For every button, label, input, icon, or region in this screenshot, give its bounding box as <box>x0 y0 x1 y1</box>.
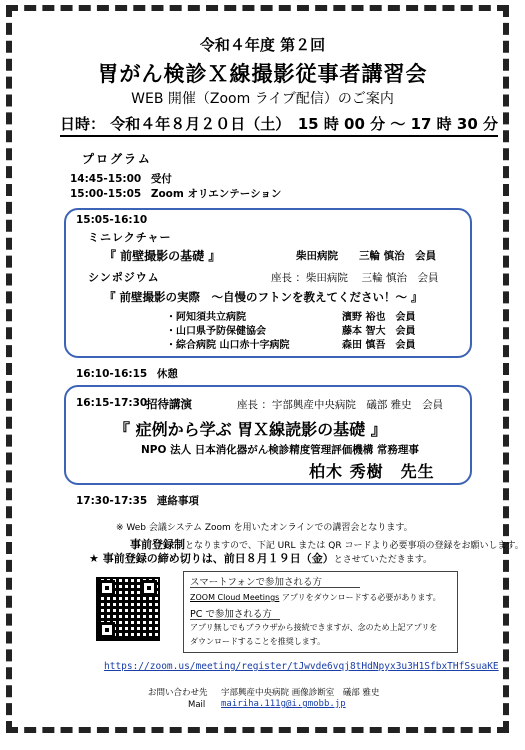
schedule-time: 15:00-15:05 <box>70 188 142 200</box>
panel-hospital: ・山口県予防保健協会 <box>166 326 266 337</box>
event-year-line: 令和４年度 第２回 <box>199 36 326 54</box>
note-deadline <box>89 550 432 566</box>
smartphone-text-line <box>190 592 441 603</box>
session-1-time: 15:05-16:10 <box>76 214 148 226</box>
note-registration-rest: となりますので、下記 URL または QR コードより必要事項の登録をお願いします。 <box>185 541 524 551</box>
schedule-row-2 <box>70 186 281 201</box>
symposium-chair: 座長 ：柴田病院 三輪 慎治 会員 <box>271 272 439 284</box>
note-deadline-bold: ★ 事前登録の締め切りは、前日８月１９日（金） <box>89 552 334 565</box>
speaker-affiliation: NPO 法人 日本消化器がん検診精度管理評価機構 常務理事 <box>141 444 419 456</box>
program-label: プログラム <box>82 152 152 166</box>
note-registration-bold: 事前登録制 <box>130 538 185 551</box>
pc-text-2: ダウンロードすることを推奨します。 <box>190 637 326 646</box>
mini-lecture-label: ミニレクチャー <box>88 231 172 244</box>
symposium-label: シンポジウム <box>88 271 160 284</box>
speaker-name: 柏木 秀樹 先生 <box>309 462 435 481</box>
pc-title-underline <box>190 607 280 620</box>
schedule-label: 受付 <box>150 173 172 185</box>
closing-time: 17:30-17:35 <box>76 495 148 507</box>
qr-finder <box>141 580 157 596</box>
pc-title: PC で参加される方 <box>190 609 272 620</box>
smartphone-title-underline <box>190 575 360 588</box>
note-zoom: ※ Web 会議システム Zoom を用いたオンラインでの講習会となります。 <box>116 523 413 533</box>
panel-person: 藤本 智大 会員 <box>342 326 416 337</box>
closing-row <box>76 493 199 508</box>
contact-label: お問い合わせ先 <box>148 688 208 698</box>
contact-name: 宇部興産中央病院 画像診断室 礒部 雅史 <box>221 688 380 698</box>
break-time: 16:10-16:15 <box>76 368 148 380</box>
event-subtitle: WEB 開催（Zoom ライブ配信）のご案内 <box>131 91 394 107</box>
schedule-row-1 <box>70 171 172 186</box>
smartphone-title: スマートフォンで参加される方 <box>190 577 323 588</box>
break-label: 休憩 <box>156 368 178 380</box>
panel-person: 濱野 裕也 会員 <box>342 312 416 323</box>
break-row <box>76 366 178 381</box>
invited-lecture-label: 招待講演 <box>146 397 192 411</box>
panel-hospital: ・綜合病院 山口赤十字病院 <box>166 340 290 351</box>
session-2-time: 16:15-17:30 <box>76 397 148 409</box>
mail-link[interactable]: mairiha.111g@i.gmobb.jp <box>221 699 346 709</box>
qr-code[interactable] <box>96 577 160 641</box>
qr-finder <box>99 622 115 638</box>
panel-hospital: ・阿知須共立病院 <box>166 312 246 323</box>
registration-url-line <box>104 661 499 672</box>
mail-label: Mail <box>188 700 206 710</box>
page-title: 胃がん検診Ｘ線撮影従事者講習会 <box>97 62 428 86</box>
zoom-app-link[interactable]: ZOOM Cloud Meetings <box>190 593 280 602</box>
pc-text-1: アプリ無しでもブラウザから接続できますが、念のため上記アプリを <box>190 623 438 632</box>
qr-finder <box>99 580 115 596</box>
schedule-label: Zoom オリエンテーション <box>150 188 282 200</box>
note-deadline-rest: とさせていただきます。 <box>333 555 432 565</box>
panel-person: 森田 慎吾 会員 <box>342 340 416 351</box>
event-date: 日時： 令和４年８月２０日（土） 15 時 00 分 〜 17 時 30 分 <box>60 113 498 137</box>
invited-lecture-title: 『 症例から学ぶ 胃Ｘ線読影の基礎 』 <box>114 420 387 439</box>
mail-line <box>221 699 346 709</box>
closing-label: 連絡事項 <box>156 495 199 507</box>
session-2-chair: 座長 ：宇部興産中央病院 礒部 雅史 会員 <box>237 399 444 411</box>
smartphone-text: アプリをダウンロードする必要があります。 <box>279 593 441 602</box>
schedule-time: 14:45-15:00 <box>70 173 142 185</box>
mini-lecture-title: 『 前壁撮影の基礎 』 <box>104 249 221 263</box>
registration-url-link[interactable]: https://zoom.us/meeting/register/tJwvde6vqj8tHdNpyx3u3H1SfbxTHfSsuaKE <box>104 661 499 672</box>
mini-lecture-speaker: 柴田病院 三輪 慎治 会員 <box>296 250 437 262</box>
symposium-title: 『 前壁撮影の実際 ～自慢のフトンを教えてください！～ 』 <box>104 290 423 304</box>
